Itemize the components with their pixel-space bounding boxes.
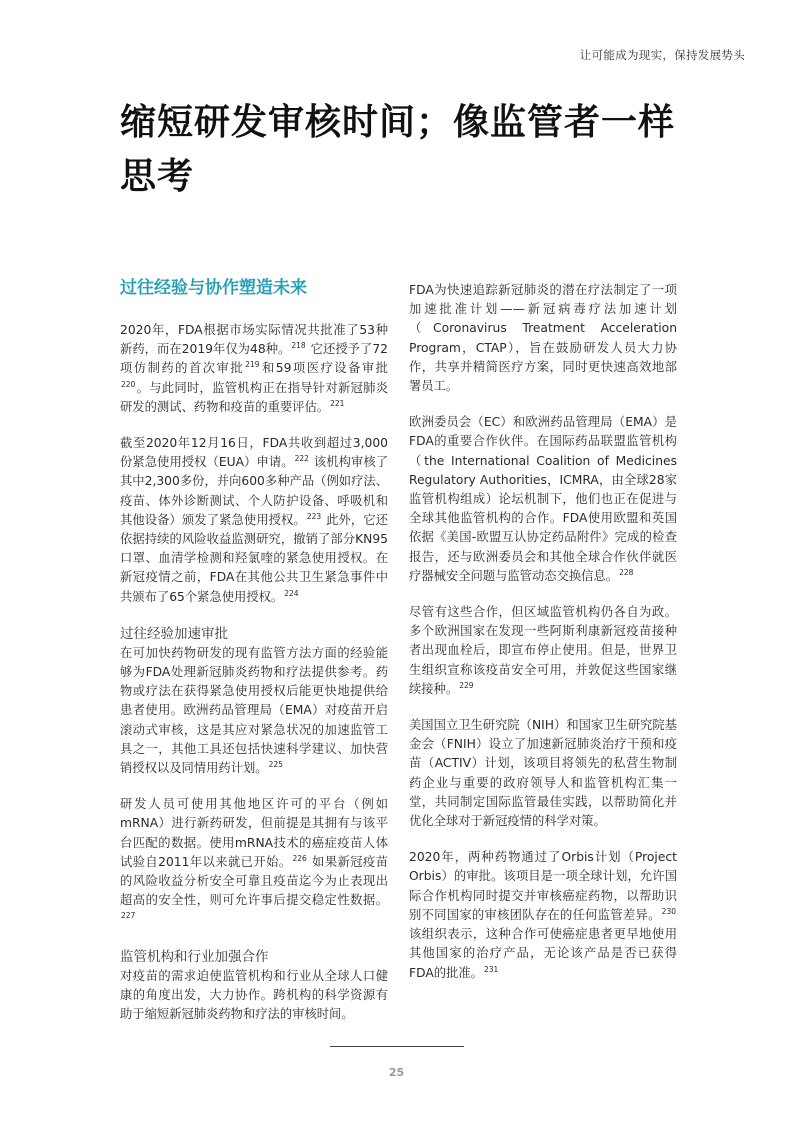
citation: 218 — [291, 341, 306, 351]
citation: 221 — [330, 398, 345, 408]
citation: 229 — [459, 680, 474, 690]
paragraph-mrna-platform: 研发人员可使用其他地区许可的平台（例如mRNA）进行新药研发，但前提是其拥有与该平台匹配的数据。使用mRNA技术的癌症疫苗人体试验自2011年以来就已开始。$^{226}$ 如果新冠疫苗的风险收益分析安全可靠且疫苗迄今为止表现出超高的安全性，则可允许事后提交稳定性数据。$^{227}$ — [120, 797, 388, 921]
section-title: 过往经验与协作塑造未来 — [120, 278, 307, 298]
subheading-accelerated-approval: 过往经验加速审批 — [120, 625, 228, 642]
right-column — [409, 281, 677, 1000]
running-header: 让可能成为现实，保持发展势头 — [579, 48, 745, 62]
citation: 231 — [483, 964, 499, 974]
citation: 223 — [306, 511, 322, 521]
paragraph-eua: 截至2020年12月16日，FDA共收到超过3,000份紧急使用授权（EUA）申请。$^{222}$ 该机构审核了其中2,300多份，并向600多种产品（例如疗法、疫苗、体外诊断测试、个人防护设备、呼吸机和其他设备）颁发了紧急使用授权。$^{223}$ 此外，它还依据持续的风险收益监测研究，撤销了部分KN95口罩、血清学检测和羟氯喹的紧急使用授权。在新冠疫情之前，FDA在其他公共卫生紧急事件中共颁布了65个紧急使用授权。$^{224}$ — [120, 436, 388, 604]
left-column — [120, 276, 388, 1041]
page-number: 25 — [388, 1066, 405, 1079]
paragraph-regional-regulators: 尽管有这些合作，但区域监管机构仍各自为政。多个欧洲国家在发现一些阿斯利康新冠疫苗接种者出现血栓后，即宣布停止使用。但是，世界卫生组织宣称该疫苗安全可用，并敦促这些国家继续接种。$^{229}$ — [409, 605, 677, 696]
citation: 222 — [294, 454, 309, 464]
citation: 225 — [268, 760, 283, 770]
paragraph-ec-ema: 欧洲委员会（EC）和欧洲药品管理局（EMA）是FDA的重要合作伙伴。在国际药品联盟监管机构（the International Coalition of Medicines Regulatory Authorities，ICMRA，由全球28家监管机构组成）论坛机制下，他们也正在促进与全球其他监管机构的合作。FDA使用欧盟和英国依据《美国-欧盟互认协定药品附件》完成的检查报告，还与欧洲委员会和其他全球合作伙伴就医疗器械安全问题与监管动态交换信息。$^{228}$ — [409, 415, 677, 583]
citation: 219 — [245, 360, 260, 370]
paragraph-project-orbis: 2020年，两种药物通过了Orbis计划（Project Orbis）的审批。该项目是一项全球计划，允许国际合作机构同时提交并审核癌症药物，以帮助识别不同国家的审核团队存在的任何监管差异。$^{230}$ 该组织表示，这种合作可使癌症患者更早地使用其他国家的治疗产品，无论该产品是否已获得FDA的批准。$^{231}$ — [409, 850, 677, 980]
paragraph-new-drug-approvals: 2020年，FDA根据市场实际情况共批准了53种新药，而在2019年仅为48种。$^{218}$ 它还授予了72项仿制药的首次审批$^{219}$和59项医疗设备审批$^{220}$。与此同时，监管机构正在指导针对新冠肺炎研发的测试、药物和疫苗的重要评估。$^{221}$ — [120, 323, 388, 414]
citation: 220 — [121, 379, 136, 389]
citation: 227 — [121, 911, 136, 921]
citation: 230 — [661, 906, 676, 916]
citation: 226 — [292, 853, 307, 863]
citation: 224 — [284, 588, 299, 598]
footer-divider — [330, 1046, 464, 1047]
page-title: 缩短研发审核时间；像监管者一样思考 — [120, 102, 676, 197]
citation: 228 — [619, 567, 634, 577]
paragraph-vaccine-demand: 对疫苗的需求迫使监管机构和行业从全球人口健康的角度出发，大力协作。跨机构的科学资源有助于缩短新冠肺炎药物和疗法的审核时间。 — [120, 968, 388, 1022]
paragraph-regulatory-experience: 在可加快药物研发的现有监管方法方面的经验能够为FDA处理新冠肺炎药物和疗法提供参考。药物或疗法在获得紧急使用授权后能更快地提供给患者使用。欧洲药品管理局（EMA）对疫苗开启滚动式审核，这是其应对紧急状况的加速监管工具之一，其他工具还包括快速科学建议、加快营销授权以及同情用药计划。$^{225}$ — [120, 645, 388, 776]
paragraph-activ: 美国国立卫生研究院（NIH）和国家卫生研究院基金会（FNIH）设立了加速新冠肺炎治疗干预和疫苗（ACTIV）计划，该项目将领先的私营生物制药企业与重要的政府领导人和监管机构汇集一堂，共同制定国际监管最佳实践，以帮助简化并优化全球对于新冠疫情的科学对策。 — [409, 718, 678, 829]
paragraph-ctap: FDA为快速追踪新冠肺炎的潜在疗法制定了一项加速批准计划——新冠病毒疗法加速计划（Coronavirus Treatment Acceleration Program，CTAP），旨在鼓励研发人员大力协作，共享并精简医疗方案，同时更快速高效地部署员工。 — [409, 283, 677, 394]
subheading-collaboration: 监管机构和行业加强合作 — [120, 948, 269, 965]
